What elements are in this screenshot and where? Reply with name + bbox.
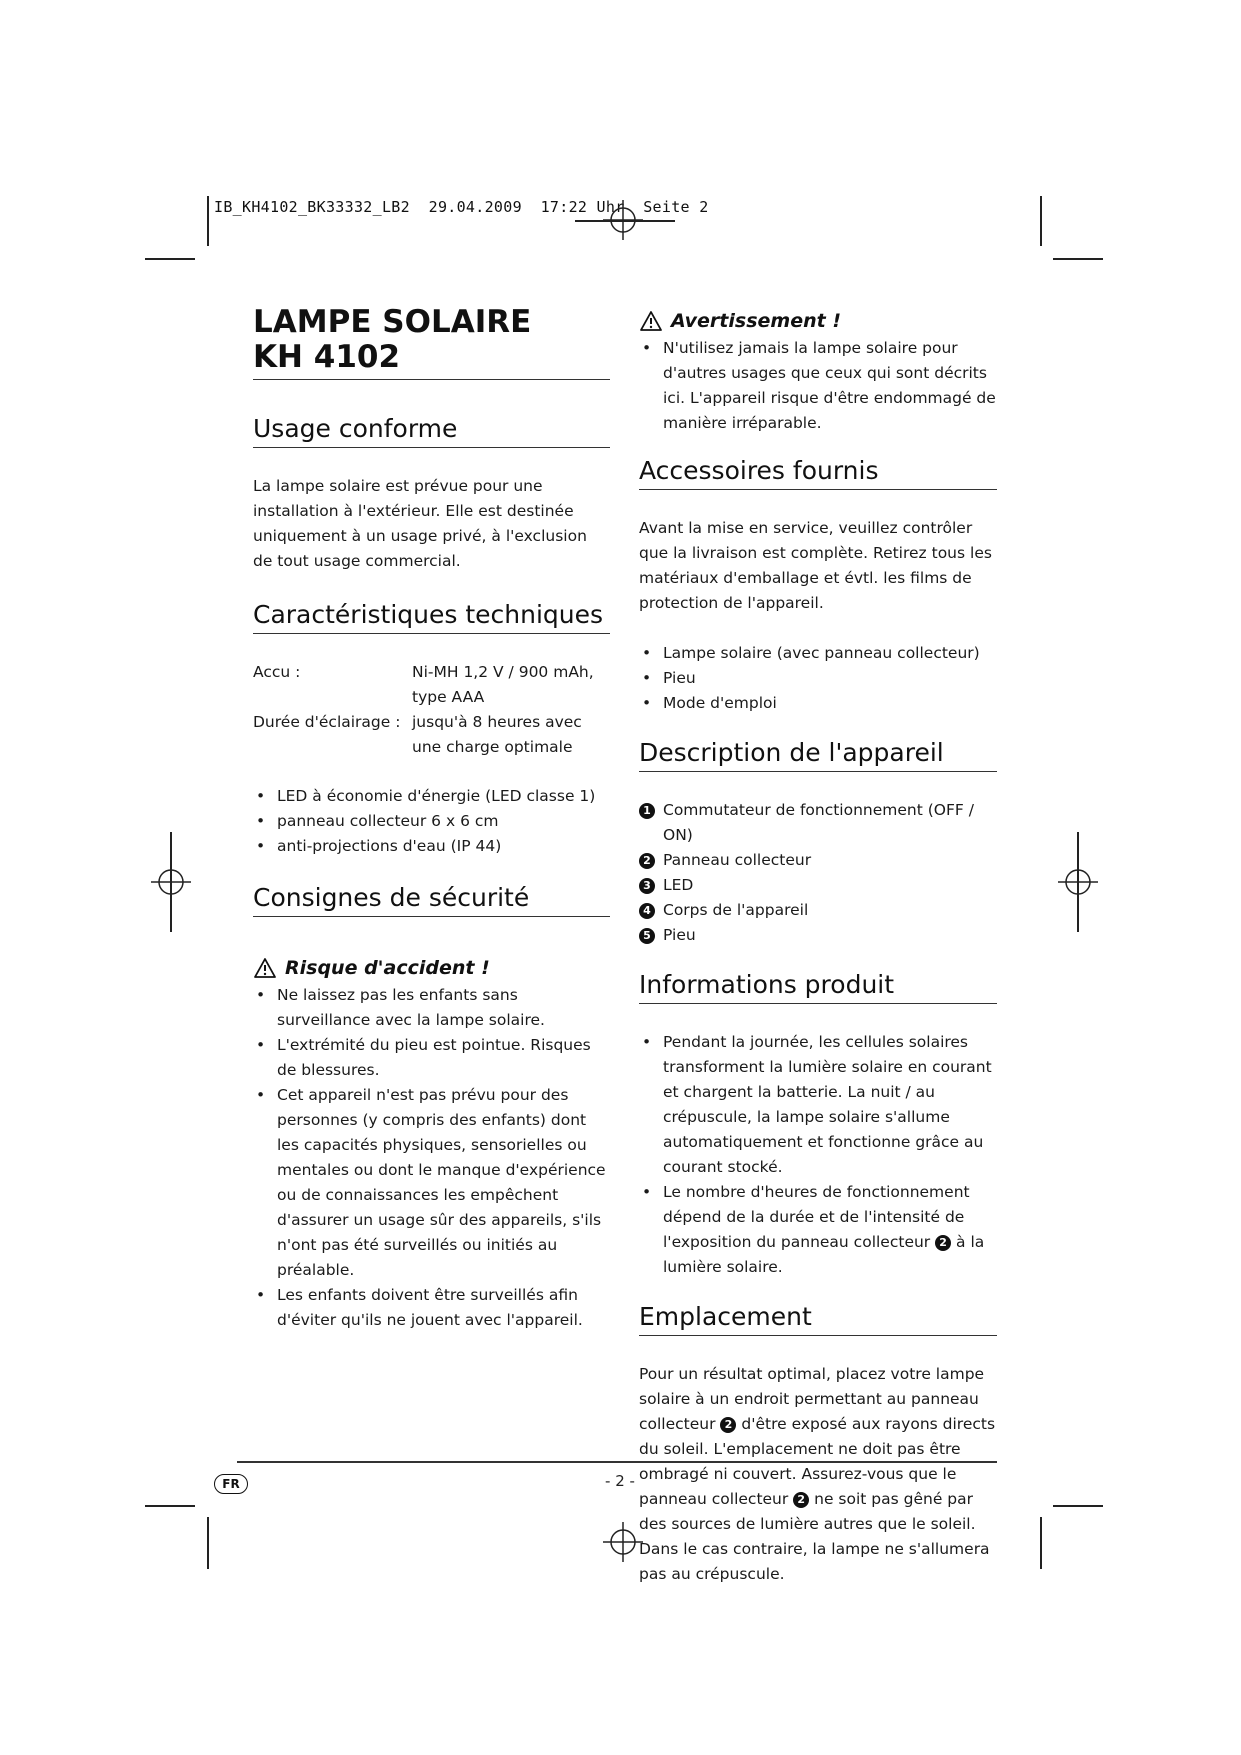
warning-bullets <box>639 336 997 436</box>
product-info-section <box>639 970 997 1280</box>
list-item <box>639 898 997 923</box>
list-item <box>639 1180 997 1280</box>
number-badge: 1 <box>639 803 655 819</box>
safety-heading: Consignes de sécurité <box>253 883 610 917</box>
placement-section <box>639 1302 997 1587</box>
warning-label: Avertissement ! <box>671 310 841 332</box>
list-item <box>639 848 997 873</box>
accessories-section <box>639 456 997 716</box>
number-badge: 3 <box>639 878 655 894</box>
registration-mark-right <box>1058 862 1098 902</box>
number-badge: 2 <box>639 853 655 869</box>
list-item: • LED à économie d'énergie (LED classe 1) <box>253 784 610 809</box>
usage-section <box>253 414 610 574</box>
footer-divider <box>237 1461 997 1463</box>
warning-title <box>639 308 997 334</box>
list-item: • Lampe solaire (avec panneau collecteur) <box>639 641 997 666</box>
list-item: • Pieu <box>639 666 997 691</box>
description-list <box>639 798 997 948</box>
item-label: Pieu <box>663 926 696 944</box>
list-item <box>639 923 997 948</box>
list-item: • anti-projections d'eau (IP 44) <box>253 834 610 859</box>
list-item: • panneau collecteur 6 x 6 cm <box>253 809 610 834</box>
title-line-1: LAMPE SOLAIRE <box>253 304 532 340</box>
warning-triangle-icon <box>639 310 663 332</box>
language-badge: FR <box>214 1474 248 1494</box>
accessories-text: Avant la mise en service, veuillez contrôler que la livraison est complète. Retirez tous les matériaux d'emballage et évtl. les films de protection de l'appareil. <box>639 519 992 612</box>
specs-heading: Caractéristiques techniques <box>253 600 610 634</box>
accessories-heading: Accessoires fournis <box>639 456 997 490</box>
list-item: • N'utilisez jamais la lampe solaire pour d'autres usages que ceux qui sont décrits ici. L'appareil risque d'être endommagé de manière irréparable. <box>639 336 997 436</box>
placement-text <box>639 1362 997 1587</box>
warning-triangle-icon <box>253 957 277 979</box>
registration-mark-bottom <box>603 1522 643 1562</box>
number-badge: 2 <box>935 1235 951 1251</box>
text-fragment: à la lumière solaire. <box>663 1233 985 1276</box>
risk-warning-label: Risque d'accident ! <box>285 957 490 979</box>
number-badge: 2 <box>793 1492 809 1508</box>
list-item <box>639 798 997 848</box>
spec-label: Accu : <box>253 663 301 681</box>
list-item: • Ne laissez pas les enfants sans surveillance avec la lampe solaire. <box>253 983 610 1033</box>
registration-mark-top <box>603 200 643 240</box>
item-label: Corps de l'appareil <box>663 901 809 919</box>
description-section <box>639 738 997 948</box>
safety-section <box>253 883 610 1333</box>
list-item: • Les enfants doivent être surveillés afin d'éviter qu'ils ne jouent avec l'appareil. <box>253 1283 610 1333</box>
page-number: - 2 - <box>605 1472 635 1490</box>
safety-bullets <box>253 983 610 1333</box>
text-fragment: ne soit pas gêné par des sources de lumière autres que le soleil. Dans le cas contraire, la lampe ne s'allumera pas au crépuscule. <box>639 1490 990 1583</box>
number-badge: 4 <box>639 903 655 919</box>
text-fragment: d'être exposé aux rayons directs du soleil. L'emplacement ne doit pas être ombragé ni couvert. Assurez-vous que le panneau collecteur <box>639 1415 996 1508</box>
item-label: Panneau collecteur <box>663 851 812 869</box>
list-item: • Pendant la journée, les cellules solaires transforment la lumière solaire en courant et chargent la batterie. La nuit / au crépuscule, la lampe solaire s'allume automatiquement et fonctionne grâce au courant stocké. <box>639 1030 997 1180</box>
usage-heading: Usage conforme <box>253 414 610 448</box>
number-badge: 2 <box>720 1417 736 1433</box>
number-badge: 5 <box>639 928 655 944</box>
placement-heading: Emplacement <box>639 1302 997 1336</box>
list-item <box>639 873 997 898</box>
list-item: • Mode d'emploi <box>639 691 997 716</box>
item-label: Commutateur de fonctionnement (OFF / ON) <box>663 801 974 844</box>
usage-text: La lampe solaire est prévue pour une installation à l'extérieur. Elle est destinée uniquement à un usage privé, à l'exclusion de tout usage commercial. <box>253 477 587 570</box>
specs-section <box>253 600 610 859</box>
list-item: • Cet appareil n'est pas prévu pour des personnes (y compris des enfants) dont les capacités physiques, sensorielles ou mentales ou dont le manque d'expérience ou de connaissances les empêchent d'assurer un usage sûr des appareils, s'ils n'ont pas été surveillés ou initiés au préalable. <box>253 1083 610 1283</box>
risk-warning-title <box>253 955 610 981</box>
text-fragment: Le nombre d'heures de fonctionnement dépend de la durée et de l'intensité de l'exposition du panneau collecteur <box>663 1183 970 1251</box>
page-title <box>253 305 610 380</box>
spec-label: Durée d'éclairage : <box>253 713 401 731</box>
list-item: • L'extrémité du pieu est pointue. Risques de blessures. <box>253 1033 610 1083</box>
text-fragment: Pour un résultat optimal, placez votre lampe solaire à un endroit permettant au panneau collecteur <box>639 1365 985 1433</box>
registration-mark-left <box>151 862 191 902</box>
accessories-bullets <box>639 641 997 716</box>
product-info-heading: Informations produit <box>639 970 997 1004</box>
right-column <box>639 308 997 1587</box>
description-heading: Description de l'appareil <box>639 738 997 772</box>
specs-bullets <box>253 784 610 859</box>
warning-section <box>639 308 997 436</box>
specs-table <box>253 660 610 760</box>
spec-value: jusqu'à 8 heures avec une charge optimale <box>412 713 582 756</box>
title-line-2: KH 4102 <box>253 339 401 375</box>
product-info-bullets <box>639 1030 997 1280</box>
print-header: IB_KH4102_BK33332_LB2 29.04.2009 17:22 Uhr Seite 2 <box>214 198 709 216</box>
spec-value: Ni-MH 1,2 V / 900 mAh, type AAA <box>412 663 594 706</box>
item-label: LED <box>663 876 694 894</box>
left-column <box>253 305 610 1333</box>
